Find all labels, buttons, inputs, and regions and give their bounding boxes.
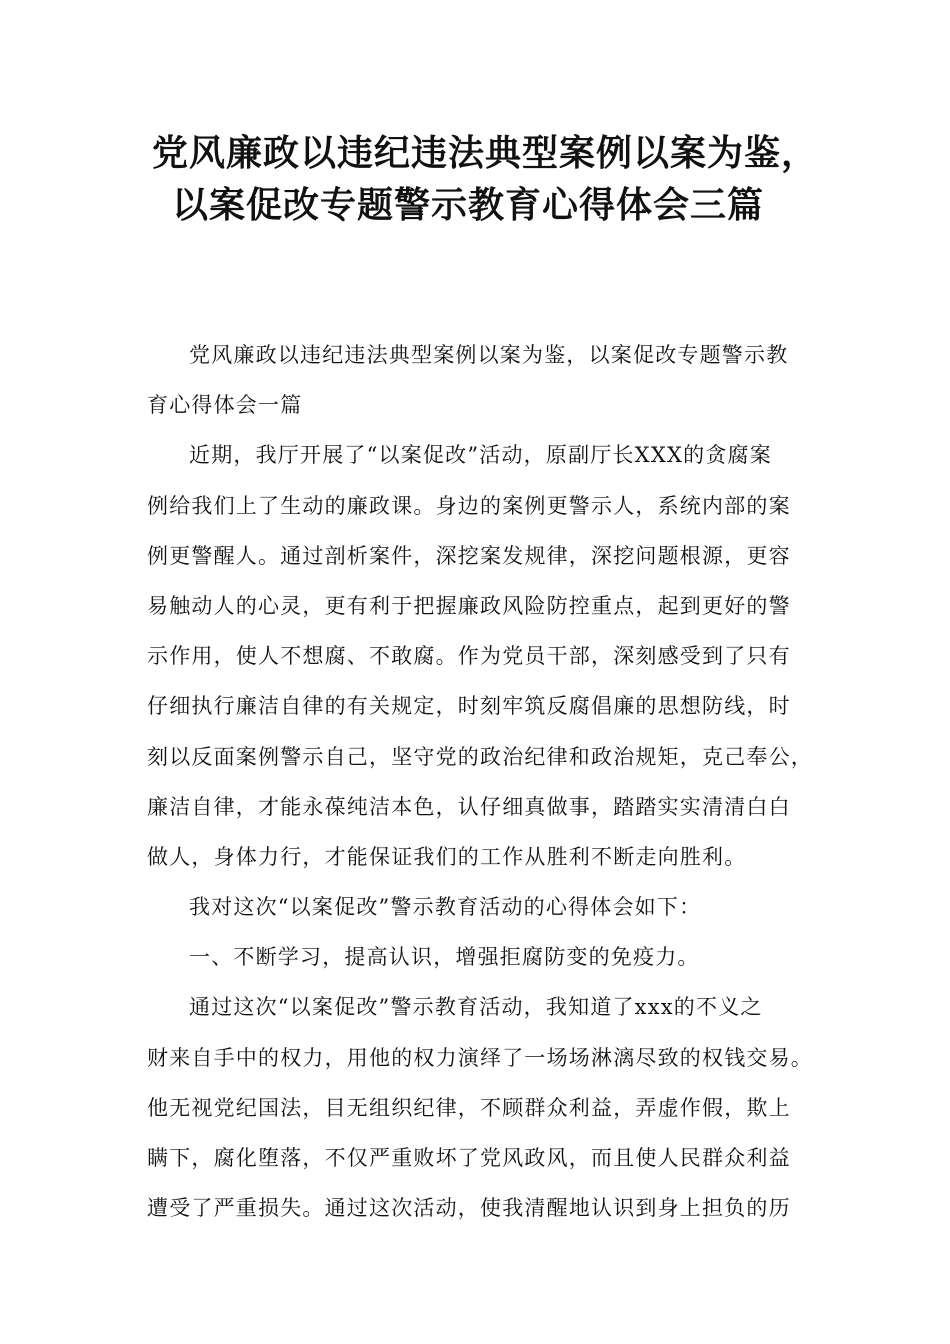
text-line: 瞒下，腐化堕落，不仅严重败坏了党风政风，而且使人民群众利益: [147, 1146, 791, 1170]
text-line: 示作用，使人不想腐、不敢腐。作为党员干部，深刻感受到了只有: [147, 644, 791, 669]
text-line: 我对这次“以案促改”警示教育活动的心得体会如下：: [189, 895, 702, 920]
text-line: 育心得体会一篇: [147, 393, 303, 418]
text-line: 做人，身体力行，才能保证我们的工作从胜利不断走向胜利。: [147, 844, 747, 869]
text-line: 廉洁自律，才能永葆纯洁本色，认仔细真做事，踏踏实实清清白白: [147, 794, 791, 819]
text-line: 近期，我厅开展了“以案促改”活动，原副厅长XXX的贪腐案: [189, 443, 772, 468]
text-line: 仔细执行廉洁自律的有关规定，时刻牢筑反腐倡廉的思想防线，时: [147, 694, 791, 719]
text-line: 一、不断学习，提高认识，增强拒腐防变的免疫力。: [189, 945, 700, 970]
title-line-1: 党风廉政以违纪违法典型案例以案为鉴，: [152, 133, 819, 174]
text-line: 财来自手中的权力，用他的权力演绎了一场场淋漓尽致的权钱交易。: [147, 1045, 813, 1070]
document-body: [147, 330, 822, 1233]
text-line: 刻以反面案例警示自己，坚守党的政治纪律和政治规矩，克己奉公，: [147, 744, 813, 769]
paragraph-heading: [147, 330, 822, 430]
text-line: 例更警醒人。通过剖析案件，深挖案发规律，深挖问题根源，更容: [147, 543, 791, 568]
text-line: 他无视党纪国法，目无组织纪律，不顾群众利益，弄虚作假，欺上: [147, 1095, 791, 1120]
title-line-2: 以案促改专题警示教育心得体会三篇: [172, 185, 765, 226]
paragraph-body: [147, 982, 822, 1233]
document-title: [100, 128, 860, 232]
section-heading: [147, 932, 822, 982]
text-line: 通过这次“以案促改”警示教育活动，我知道了xxx的不义之: [189, 995, 763, 1020]
paragraph-lead: [147, 882, 822, 932]
text-line: 遭受了严重损失。通过这次活动，使我清醒地认识到身上担负的历: [147, 1196, 791, 1221]
paragraph-intro: [147, 430, 822, 882]
text-line: 例给我们上了生动的廉政课。身边的案例更警示人，系统内部的案: [147, 493, 791, 518]
text-line: 党风廉政以违纪违法典型案例以案为鉴，以案促改专题警示教: [189, 343, 789, 367]
text-line: 易触动人的心灵，更有利于把握廉政风险防控重点，起到更好的警: [147, 593, 791, 618]
